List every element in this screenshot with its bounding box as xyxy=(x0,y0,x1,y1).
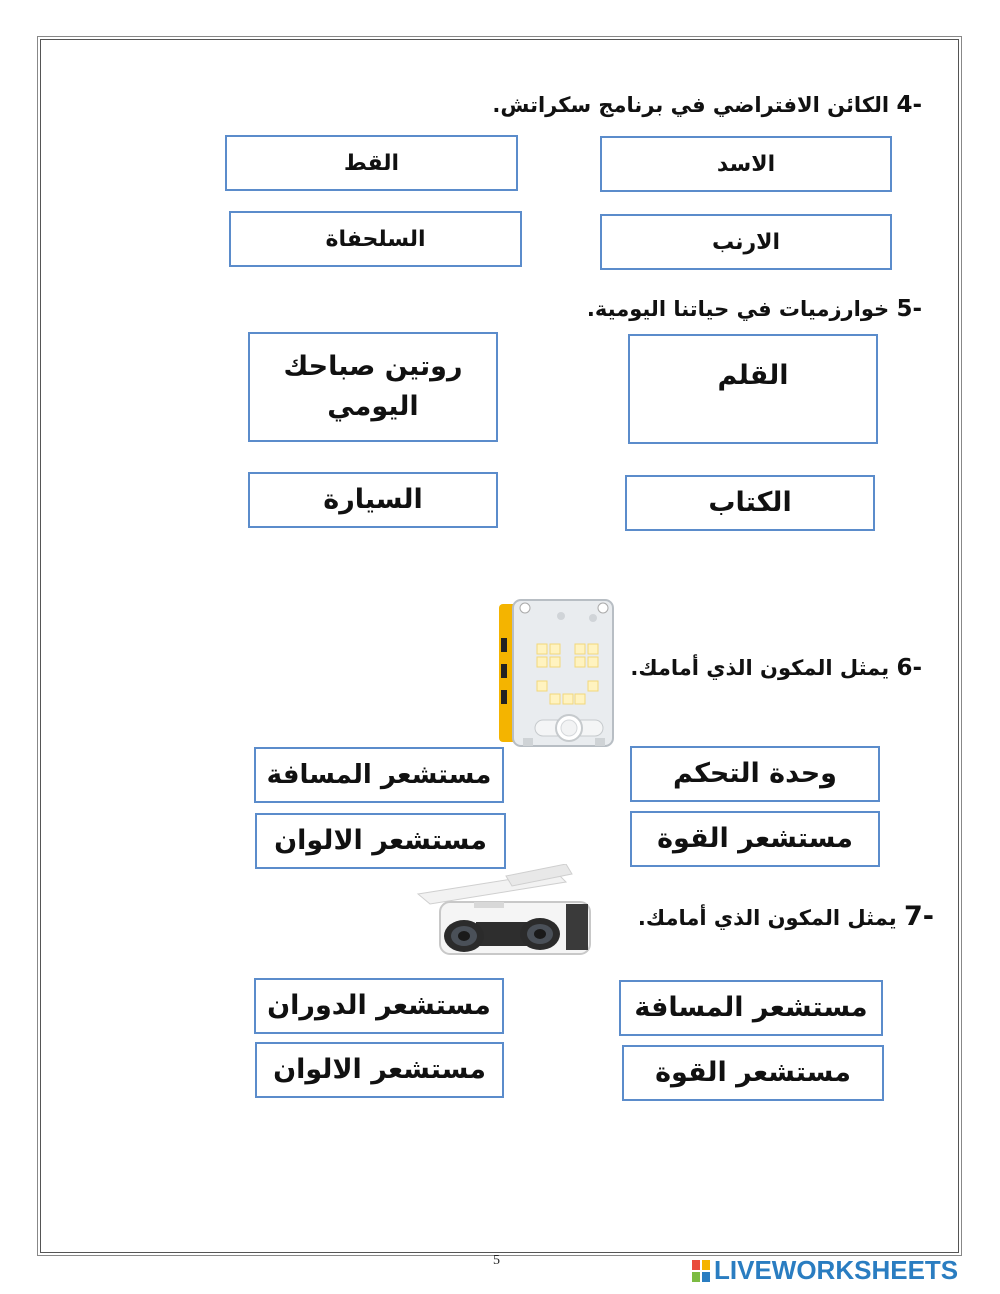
q5-option-morning-routine[interactable]: روتين صباحك اليومي xyxy=(248,332,498,442)
q4-option-cat[interactable]: القط xyxy=(225,135,518,191)
q6-option-force-sensor[interactable]: مستشعر القوة xyxy=(630,811,880,867)
question-7-title xyxy=(638,901,934,932)
q5-option-car[interactable]: السيارة xyxy=(248,472,498,528)
q4-option-rabbit[interactable]: الارنب xyxy=(600,214,892,270)
q6-option-distance-sensor[interactable]: مستشعر المسافة xyxy=(254,747,504,803)
question-4-title xyxy=(492,92,922,118)
question-6-text: يمثل المكون الذي أمامك. xyxy=(630,656,890,680)
question-6-title xyxy=(630,655,922,681)
question-7-text: يمثل المكون الذي أمامك. xyxy=(637,906,897,930)
question-7-number: -7 xyxy=(903,901,934,932)
question-4-text: الكائن الافتراضي في برنامج سكراتش. xyxy=(492,93,890,117)
liveworksheets-brand: LIVEWORKSHEETS xyxy=(714,1255,959,1285)
question-5-number: -5 xyxy=(896,296,922,322)
question-6-number: -6 xyxy=(896,655,922,681)
distance-sensor-image xyxy=(416,864,594,964)
q6-option-color-sensor[interactable]: مستشعر الالوان xyxy=(255,813,506,869)
q4-option-turtle[interactable]: السلحفاة xyxy=(229,211,522,267)
page-number: 5 xyxy=(493,1253,500,1268)
q5-option-book[interactable]: الكتاب xyxy=(625,475,875,531)
lego-spike-hub-image xyxy=(497,598,617,750)
q7-option-force-sensor[interactable]: مستشعر القوة xyxy=(622,1045,884,1101)
question-4-number: -4 xyxy=(896,92,922,118)
question-5-title xyxy=(587,296,922,322)
liveworksheets-mark-icon xyxy=(692,1260,710,1282)
q6-option-control-unit[interactable]: وحدة التحكم xyxy=(630,746,880,802)
q7-option-distance-sensor[interactable]: مستشعر المسافة xyxy=(619,980,883,1036)
question-5-text: خوارزميات في حياتنا اليومية. xyxy=(586,297,890,321)
q7-option-rotation-sensor[interactable]: مستشعر الدوران xyxy=(254,978,504,1034)
liveworksheets-logo xyxy=(692,1255,958,1286)
q4-option-lion[interactable]: الاسد xyxy=(600,136,892,192)
q7-option-color-sensor[interactable]: مستشعر الالوان xyxy=(255,1042,504,1098)
q5-option-pen[interactable]: القلم xyxy=(628,334,878,444)
